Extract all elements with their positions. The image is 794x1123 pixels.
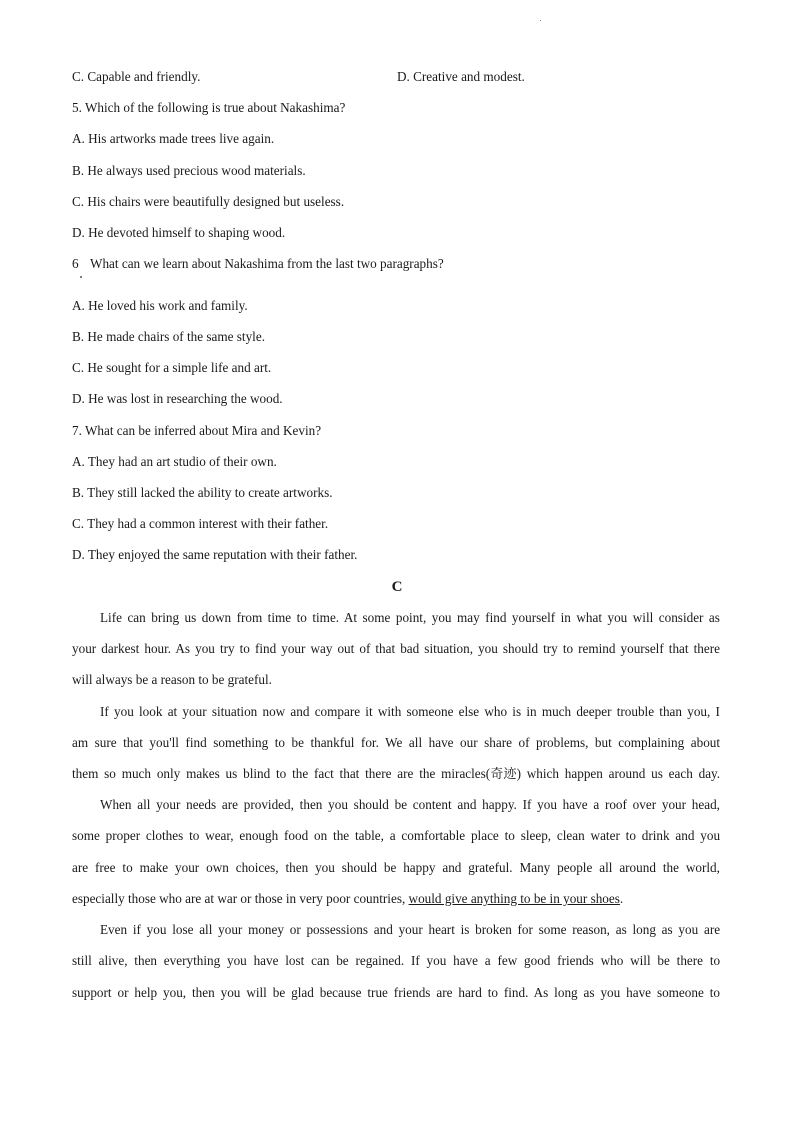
p3-line-2: some proper clothes to wear, enough food on the table, a comfortable place to sleep, clean water to drink and you [72, 828, 721, 843]
q6-number: 6 [72, 256, 79, 271]
underlined-phrase: would give anything to be in your shoes [408, 891, 620, 906]
p3-line-4-end: . [619, 891, 624, 906]
p3-line-1: When all your needs are provided, then you should be content and happy. If you have a roof over your head, [100, 797, 720, 812]
p4-line-2: still alive, then everything you have lost can be regained. If you have a few good friends who will be there to [72, 953, 721, 968]
q7-option-d: D. They enjoyed the same reputation with their father. [72, 547, 358, 562]
q7-option-b: B. They still lacked the ability to create artworks. [72, 485, 333, 500]
q5-option-a: A. His artworks made trees live again. [72, 131, 275, 146]
p1-line-2: your darkest hour. As you try to find your way out of that bad situation, you should try to remind yourself that there [72, 641, 720, 656]
p2-line-3: them so much only makes us blind to the fact that there are the miracles(奇迹) which happen around us each day. [72, 766, 721, 781]
p1-line-3: will always be a reason to be grateful. [72, 672, 272, 687]
q7-question: 7. What can be inferred about Mira and Kevin? [72, 423, 322, 438]
q6-option-c: C. He sought for a simple life and art. [72, 360, 272, 375]
p4-line-1: Even if you lose all your money or possessions and your heart is broken for some reason, as long as you are [100, 922, 721, 937]
q5-option-b: B. He always used precious wood materials. [72, 163, 306, 178]
scan-dot-top [540, 20, 541, 21]
q5-option-d: D. He devoted himself to shaping wood. [72, 225, 286, 240]
q6-option-a: A. He loved his work and family. [72, 298, 248, 313]
p4-line-3: support or help you, then you will be glad because true friends are hard to find. As long as you have someone to [72, 985, 721, 1000]
p2-line-1: If you look at your situation now and compare it with someone else who is in much deeper trouble than you, I [100, 704, 720, 719]
q7-option-c: C. They had a common interest with their father. [72, 516, 329, 531]
q4-option-c: C. Capable and friendly. [72, 69, 201, 84]
p3-line-3: are free to make your own choices, then you should be happy and grateful. Many people all around the world, [72, 860, 720, 875]
q6-question: What can we learn about Nakashima from the last two paragraphs? [90, 256, 444, 271]
q6-option-b: B. He made chairs of the same style. [72, 329, 265, 344]
q7-option-a: A. They had an art studio of their own. [72, 454, 277, 469]
p2-line-2: am sure that you'll find something to be thankful for. We all have our share of problems, but complaining about [72, 735, 721, 750]
q4-option-d: D. Creative and modest. [397, 69, 525, 84]
p3-line-4 [72, 891, 720, 907]
q6-number-dot [80, 276, 82, 278]
section-c-title: C [391, 579, 403, 595]
p1-line-1: Life can bring us down from time to time. At some point, you may find yourself in what you will consider as [100, 610, 720, 625]
p3-line-4-start: especially those who are at war or those in very poor countries, [72, 891, 409, 906]
q5-question: 5. Which of the following is true about Nakashima? [72, 100, 346, 115]
q6-option-d: D. He was lost in researching the wood. [72, 391, 283, 406]
q5-option-c: C. His chairs were beautifully designed but useless. [72, 194, 345, 209]
